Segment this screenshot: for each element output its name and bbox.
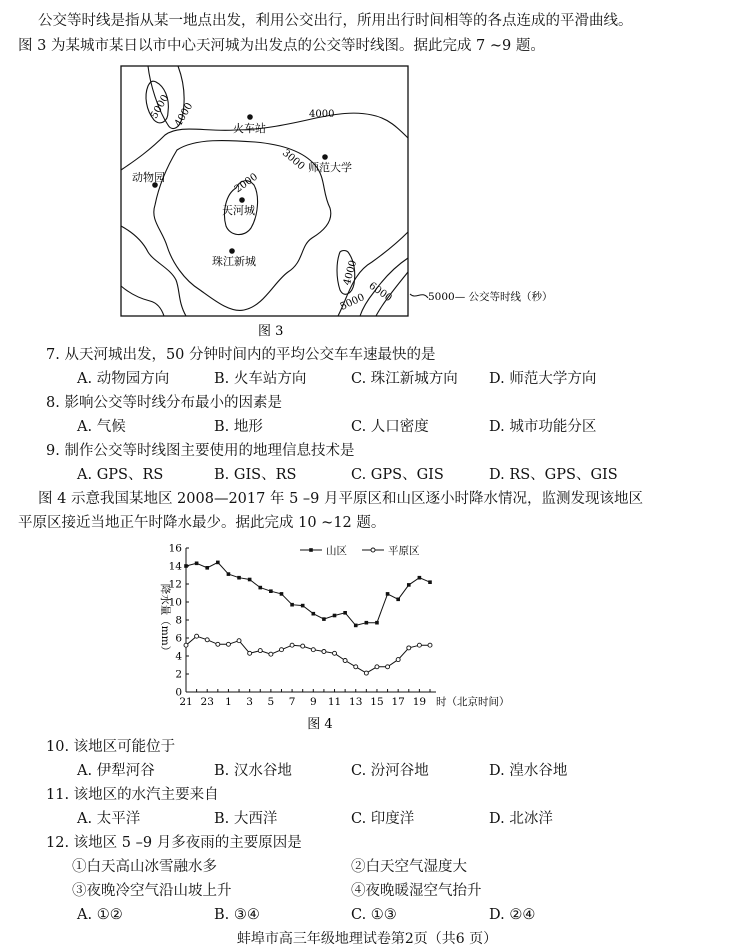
data-point-plain bbox=[279, 648, 283, 652]
y-tick-label: 4 bbox=[175, 650, 182, 663]
q12-statement-4: ④夜晚暖湿空气抬升 bbox=[351, 883, 482, 899]
y-tick-label: 2 bbox=[175, 668, 182, 681]
y-tick-label: 0 bbox=[175, 686, 182, 699]
data-point-mountain bbox=[290, 603, 294, 607]
q9-option-a: A. GPS、RS bbox=[77, 467, 164, 483]
point-shifan bbox=[322, 154, 328, 160]
q9-option-d: D. RS、GPS、GIS bbox=[489, 467, 618, 483]
q9-option-c: C. GPS、GIS bbox=[351, 467, 444, 483]
legend-marker-plain bbox=[371, 548, 375, 552]
data-point-mountain bbox=[258, 586, 262, 590]
x-axis-label: 时（北京时间） bbox=[436, 696, 510, 708]
data-point-plain bbox=[205, 638, 209, 642]
data-point-mountain bbox=[354, 624, 358, 628]
label-tianhe: 天河城 bbox=[222, 204, 255, 217]
data-point-mountain bbox=[216, 561, 220, 565]
q12-statement-2: ②白天空气湿度大 bbox=[351, 859, 467, 875]
point-zhujiang bbox=[229, 248, 235, 254]
q10-option-b: B. 汉水谷地 bbox=[214, 763, 292, 779]
data-point-mountain bbox=[343, 611, 347, 615]
data-point-plain bbox=[375, 665, 379, 669]
label-zhujiang: 珠江新城 bbox=[212, 255, 256, 268]
figure-3-isochrone-map bbox=[0, 0, 734, 345]
data-point-mountain bbox=[301, 604, 305, 608]
x-tick-label: 19 bbox=[412, 696, 427, 708]
x-tick-label: 3 bbox=[246, 696, 253, 708]
q12-statement-1: ①白天高山冰雪融水多 bbox=[72, 859, 217, 875]
point-huochezhan bbox=[247, 114, 253, 120]
data-point-plain bbox=[258, 649, 262, 653]
data-point-plain bbox=[301, 644, 305, 648]
y-tick-label: 10 bbox=[168, 596, 182, 609]
q7-option-c: C. 珠江新城方向 bbox=[351, 371, 458, 387]
contour-label-3000: 3000 bbox=[279, 147, 307, 173]
y-tick-label: 8 bbox=[175, 614, 182, 627]
x-tick-label: 5 bbox=[267, 696, 275, 708]
q10-option-c: C. 汾河谷地 bbox=[351, 763, 429, 779]
y-tick-label: 6 bbox=[175, 632, 182, 645]
label-dongwuyuan: 动物园 bbox=[132, 171, 165, 184]
q12-option-b: B. ③④ bbox=[214, 907, 260, 923]
page-footer: 蚌埠市高三年级地理试卷第2页（共6 页） bbox=[236, 931, 498, 947]
contour-label-4000-top: 4000 bbox=[309, 109, 335, 120]
data-point-plain bbox=[248, 651, 252, 655]
data-point-mountain bbox=[184, 564, 188, 568]
data-point-plain bbox=[364, 671, 368, 675]
q12-statement-3: ③夜晚冷空气沿山坡上升 bbox=[72, 883, 232, 899]
series-line-1 bbox=[186, 636, 430, 673]
data-point-plain bbox=[417, 643, 421, 647]
data-point-mountain bbox=[428, 580, 432, 584]
x-tick-label: 7 bbox=[288, 696, 296, 708]
x-tick-label: 21 bbox=[179, 696, 193, 708]
data-point-plain bbox=[322, 650, 326, 654]
q10-option-d: D. 湟水谷地 bbox=[489, 763, 568, 779]
data-point-mountain bbox=[312, 612, 316, 616]
figure-3-caption: 图 3 bbox=[258, 324, 284, 339]
q12-option-d: D. ②④ bbox=[489, 907, 536, 923]
data-point-mountain bbox=[396, 598, 400, 602]
legend-marker-mountain bbox=[309, 548, 313, 552]
data-point-plain bbox=[237, 639, 241, 643]
data-point-plain bbox=[333, 651, 337, 655]
q9-stem: 9. 制作公交等时线图主要使用的地理信息技术是 bbox=[46, 443, 355, 459]
q7-option-a: A. 动物园方向 bbox=[77, 371, 170, 387]
intro2-line-2: 平原区接近当地正午时降水最少。据此完成 10 ~12 题。 bbox=[18, 515, 386, 531]
contour-label-4000-nw: 4000 bbox=[173, 101, 196, 129]
q7-stem: 7. 从天河城出发，50 分钟时间内的平均公交车车速最快的是 bbox=[46, 347, 436, 363]
q11-option-a: A. 太平洋 bbox=[77, 811, 141, 827]
y-tick-label: 14 bbox=[168, 560, 182, 573]
data-point-plain bbox=[396, 658, 400, 662]
data-point-plain bbox=[428, 643, 432, 647]
data-point-plain bbox=[195, 634, 199, 638]
q8-option-c: C. 人口密度 bbox=[351, 419, 429, 435]
legend-text: 5000— 公交等时线（秒） bbox=[428, 291, 553, 303]
q11-stem: 11. 该地区的水汽主要来自 bbox=[46, 787, 219, 803]
data-point-plain bbox=[184, 643, 188, 647]
data-point-plain bbox=[343, 659, 347, 663]
x-tick-label: 1 bbox=[225, 696, 232, 708]
data-point-mountain bbox=[333, 614, 337, 618]
x-tick-label: 11 bbox=[327, 696, 342, 708]
legend-label-plain: 平原区 bbox=[388, 545, 420, 557]
y-tick-label: 12 bbox=[168, 578, 182, 591]
intro2-line-1: 图 4 示意我国某地区 2008—2017 年 5 –9 月平原区和山区逐小时降水情况，监测发现该地区 bbox=[38, 491, 643, 507]
q8-option-d: D. 城市功能分区 bbox=[489, 419, 597, 435]
x-tick-label: 9 bbox=[309, 696, 317, 708]
data-point-plain bbox=[386, 665, 390, 669]
q11-option-c: C. 印度洋 bbox=[351, 811, 415, 827]
q7-option-b: B. 火车站方向 bbox=[214, 371, 307, 387]
q12-option-a: A. ①② bbox=[77, 907, 123, 923]
data-point-mountain bbox=[418, 576, 422, 580]
q11-option-d: D. 北冰洋 bbox=[489, 811, 553, 827]
point-tianhe bbox=[239, 197, 245, 203]
data-point-plain bbox=[407, 646, 411, 650]
data-point-mountain bbox=[280, 592, 284, 596]
x-tick-label: 13 bbox=[349, 696, 363, 708]
figure-4-precipitation-chart bbox=[140, 536, 520, 744]
intro-line-1: 公交等时线是指从某一地点出发，利用公交出行，所用出行时间相等的各点连成的平滑曲线。 bbox=[38, 13, 633, 29]
intro-line-2: 图 3 为某城市某日以市中心天河城为出发点的公交等时线图。据此完成 7 ~9 题。 bbox=[18, 38, 545, 54]
data-point-mountain bbox=[237, 576, 241, 580]
data-point-plain bbox=[226, 642, 230, 646]
series-line-0 bbox=[186, 562, 430, 625]
data-point-mountain bbox=[375, 621, 379, 625]
q9-option-b: B. GIS、RS bbox=[214, 467, 297, 483]
contour-label-2000: 2000 bbox=[232, 171, 260, 196]
x-tick-label: 15 bbox=[370, 696, 384, 708]
data-point-mountain bbox=[269, 589, 273, 593]
contour-label-5000-nw: 5000 bbox=[149, 93, 172, 121]
x-tick-label: 23 bbox=[200, 696, 214, 708]
data-point-plain bbox=[290, 643, 294, 647]
q7-option-d: D. 师范大学方向 bbox=[489, 371, 597, 387]
data-point-mountain bbox=[195, 562, 199, 566]
data-point-plain bbox=[311, 648, 315, 652]
q8-option-b: B. 地形 bbox=[214, 419, 263, 435]
data-point-mountain bbox=[248, 578, 252, 582]
q8-stem: 8. 影响公交等时线分布最小的因素是 bbox=[46, 395, 282, 411]
figure-4-caption: 图 4 bbox=[307, 717, 333, 732]
legend-wave bbox=[410, 294, 428, 298]
y-tick-label: 16 bbox=[168, 542, 182, 555]
data-point-mountain bbox=[205, 566, 209, 570]
data-point-plain bbox=[354, 665, 358, 669]
y-axis-label: 降水量（mm） bbox=[159, 583, 171, 657]
contour-label-4000-se: 4000 bbox=[341, 259, 360, 287]
x-tick-label: 17 bbox=[391, 696, 405, 708]
data-point-mountain bbox=[365, 621, 369, 625]
legend-label-mountain: 山区 bbox=[326, 545, 347, 557]
data-point-mountain bbox=[407, 583, 411, 587]
q10-option-a: A. 伊犁河谷 bbox=[77, 763, 155, 779]
contour-label-5000-se: 5000 bbox=[338, 292, 367, 313]
data-point-mountain bbox=[227, 572, 231, 576]
data-point-plain bbox=[216, 642, 220, 646]
data-point-mountain bbox=[386, 592, 390, 596]
label-shifan: 师范大学 bbox=[308, 161, 352, 174]
label-huochezhan: 火车站 bbox=[233, 122, 266, 135]
q12-option-c: C. ①③ bbox=[351, 907, 397, 923]
data-point-plain bbox=[269, 652, 273, 656]
contour-label-6000-se: 6000 bbox=[366, 280, 394, 305]
data-point-mountain bbox=[322, 617, 326, 621]
q8-option-a: A. 气候 bbox=[77, 419, 126, 435]
q12-stem: 12. 该地区 5 –9 月多夜雨的主要原因是 bbox=[46, 835, 302, 851]
q11-option-b: B. 大西洋 bbox=[214, 811, 278, 827]
q10-stem: 10. 该地区可能位于 bbox=[46, 739, 176, 755]
